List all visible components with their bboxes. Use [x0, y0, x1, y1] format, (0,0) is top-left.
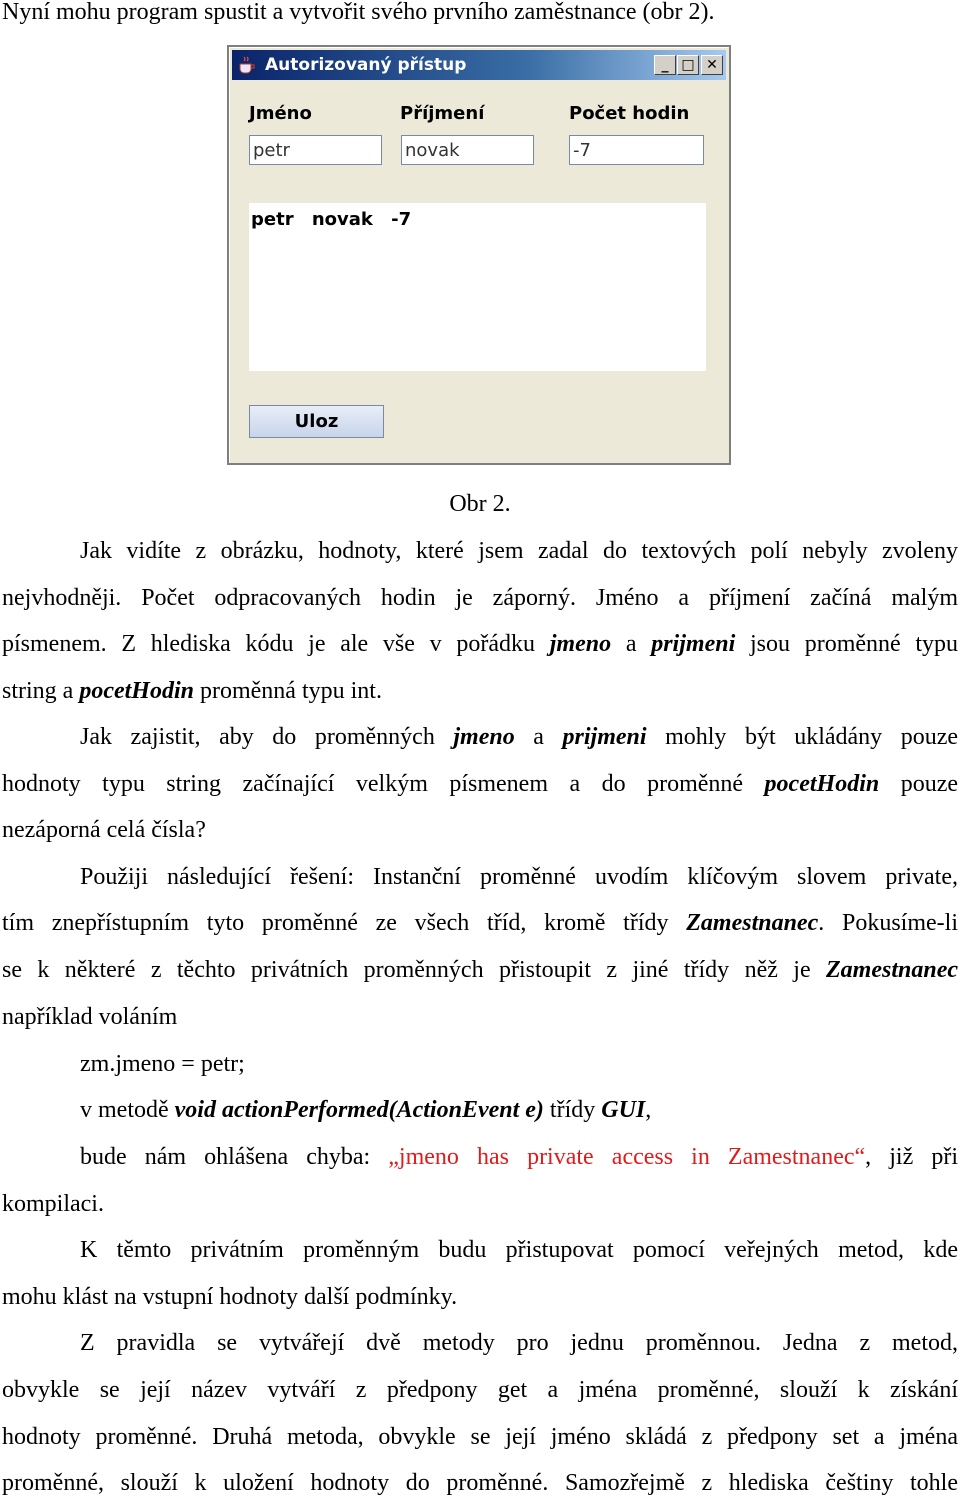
var-pocethodin: pocetHodin [79, 678, 194, 704]
output-text: petr novak -7 [251, 209, 412, 230]
class-zamestnanec: Zamestnanec [826, 957, 958, 983]
text: Jak zajistit, aby do proměnných [80, 724, 435, 750]
p1-line2: nejvhodněji. Počet odpracovaných hodin je záporný. Jméno a příjmení začíná malým [2, 585, 958, 611]
text: . Pokusíme-li [818, 910, 958, 936]
p1-line3 [2, 621, 958, 667]
label-jmeno: Jméno [249, 103, 312, 124]
jmeno-input[interactable]: petr [249, 135, 382, 165]
var-jmeno: jmeno [549, 631, 612, 657]
p2-line1 [2, 714, 958, 760]
text: se k některé z těchto privátních proměnných přistoupit z jiné třídy něž je [2, 957, 811, 983]
text: string a [2, 678, 74, 704]
text: pouze [900, 771, 958, 797]
prijmeni-input[interactable]: novak [401, 135, 534, 165]
close-button[interactable]: ✕ [701, 55, 723, 75]
text: třídy [549, 1097, 596, 1123]
pocet-hodin-input[interactable]: -7 [569, 135, 704, 165]
p1-line4 [2, 668, 958, 715]
text: mohly být ukládány pouze [665, 724, 958, 750]
p3-line2 [2, 900, 958, 946]
p5-line2: obvykle se její název vytváří z předpony get a jména proměnné, slouží k získání [2, 1377, 958, 1403]
maximize-button[interactable]: □ [677, 55, 699, 75]
intro-line: Nyní mohu program spustit a vytvořit svého prvního zaměstnance (obr 2). [2, 0, 715, 25]
var-jmeno: jmeno [453, 724, 515, 750]
p1-line1: Jak vidíte z obrázku, hodnoty, které jsem zadal do textových polí nebyly zvoleny [80, 538, 958, 564]
p2-line2 [2, 761, 958, 807]
p4-line2: mohu klást na vstupní hodnoty další podmínky. [2, 1284, 458, 1310]
method-signature: void actionPerformed(ActionEvent e) [174, 1097, 544, 1123]
text: a [533, 724, 544, 750]
p2-line3: nezáporná celá čísla? [2, 817, 206, 843]
uloz-button[interactable]: Uloz [249, 405, 384, 438]
text: tím znepřístupním tyto proměnné ze všech tříd, kromě třídy [2, 910, 669, 936]
p4-line1: K těmto privátním proměnným budu přistupovat pomocí veřejných metod, kde [80, 1237, 958, 1263]
var-prijmeni: prijmeni [562, 724, 647, 750]
label-prijmeni: Příjmení [400, 103, 485, 124]
p3-line1: Použiji následující řešení: Instanční proměnné uvodím klíčovým slovem private, [80, 864, 958, 890]
text: proměnná typu int. [199, 678, 382, 704]
text: hodnoty typu string začínající velkým písmenem a do proměnné [2, 771, 744, 797]
method-line [80, 1087, 960, 1134]
error-line [80, 1134, 958, 1180]
class-zamestnanec: Zamestnanec [686, 910, 819, 936]
text: bude nám ohlášena chyba: [80, 1144, 371, 1170]
p5-line4: proměnné, slouží k uložení hodnoty do proměnné. Samozřejmě z hlediska češtiny tohle [2, 1470, 958, 1496]
app-window [227, 45, 731, 465]
window-title: Autorizovaný přístup [265, 55, 467, 75]
p3-line3 [2, 947, 958, 993]
p5-line1: Z pravidla se vytvářejí dvě metody pro jednu proměnnou. Jedna z metod, [80, 1330, 958, 1356]
p3-line4: například voláním [2, 1004, 178, 1030]
error-message: „jmeno has private access in Zamestnanec“ [388, 1144, 866, 1170]
text: jsou proměnné typu [749, 631, 958, 657]
text: a [625, 631, 637, 657]
text: , již při [865, 1144, 958, 1170]
label-pocet-hodin: Počet hodin [569, 103, 690, 124]
error-line2: kompilaci. [2, 1191, 104, 1217]
text: písmenem. Z hlediska kódu je ale vše v pořádku [2, 631, 536, 657]
text: , [645, 1097, 652, 1123]
p5-line3: hodnoty proměnné. Druhá metoda, obvykle se její jméno skládá z předpony set a jména [2, 1424, 958, 1450]
output-area[interactable] [249, 203, 706, 371]
minimize-button[interactable]: _ [654, 55, 676, 75]
text: v metodě [80, 1097, 169, 1123]
figure-caption: Obr 2. [449, 491, 511, 517]
class-gui: GUI [601, 1097, 646, 1123]
var-pocethodin: pocetHodin [764, 771, 880, 797]
code-line: zm.jmeno = petr; [80, 1051, 245, 1077]
java-cup-icon [237, 56, 257, 74]
title-bar[interactable] [232, 50, 726, 80]
var-prijmeni: prijmeni [651, 631, 736, 657]
